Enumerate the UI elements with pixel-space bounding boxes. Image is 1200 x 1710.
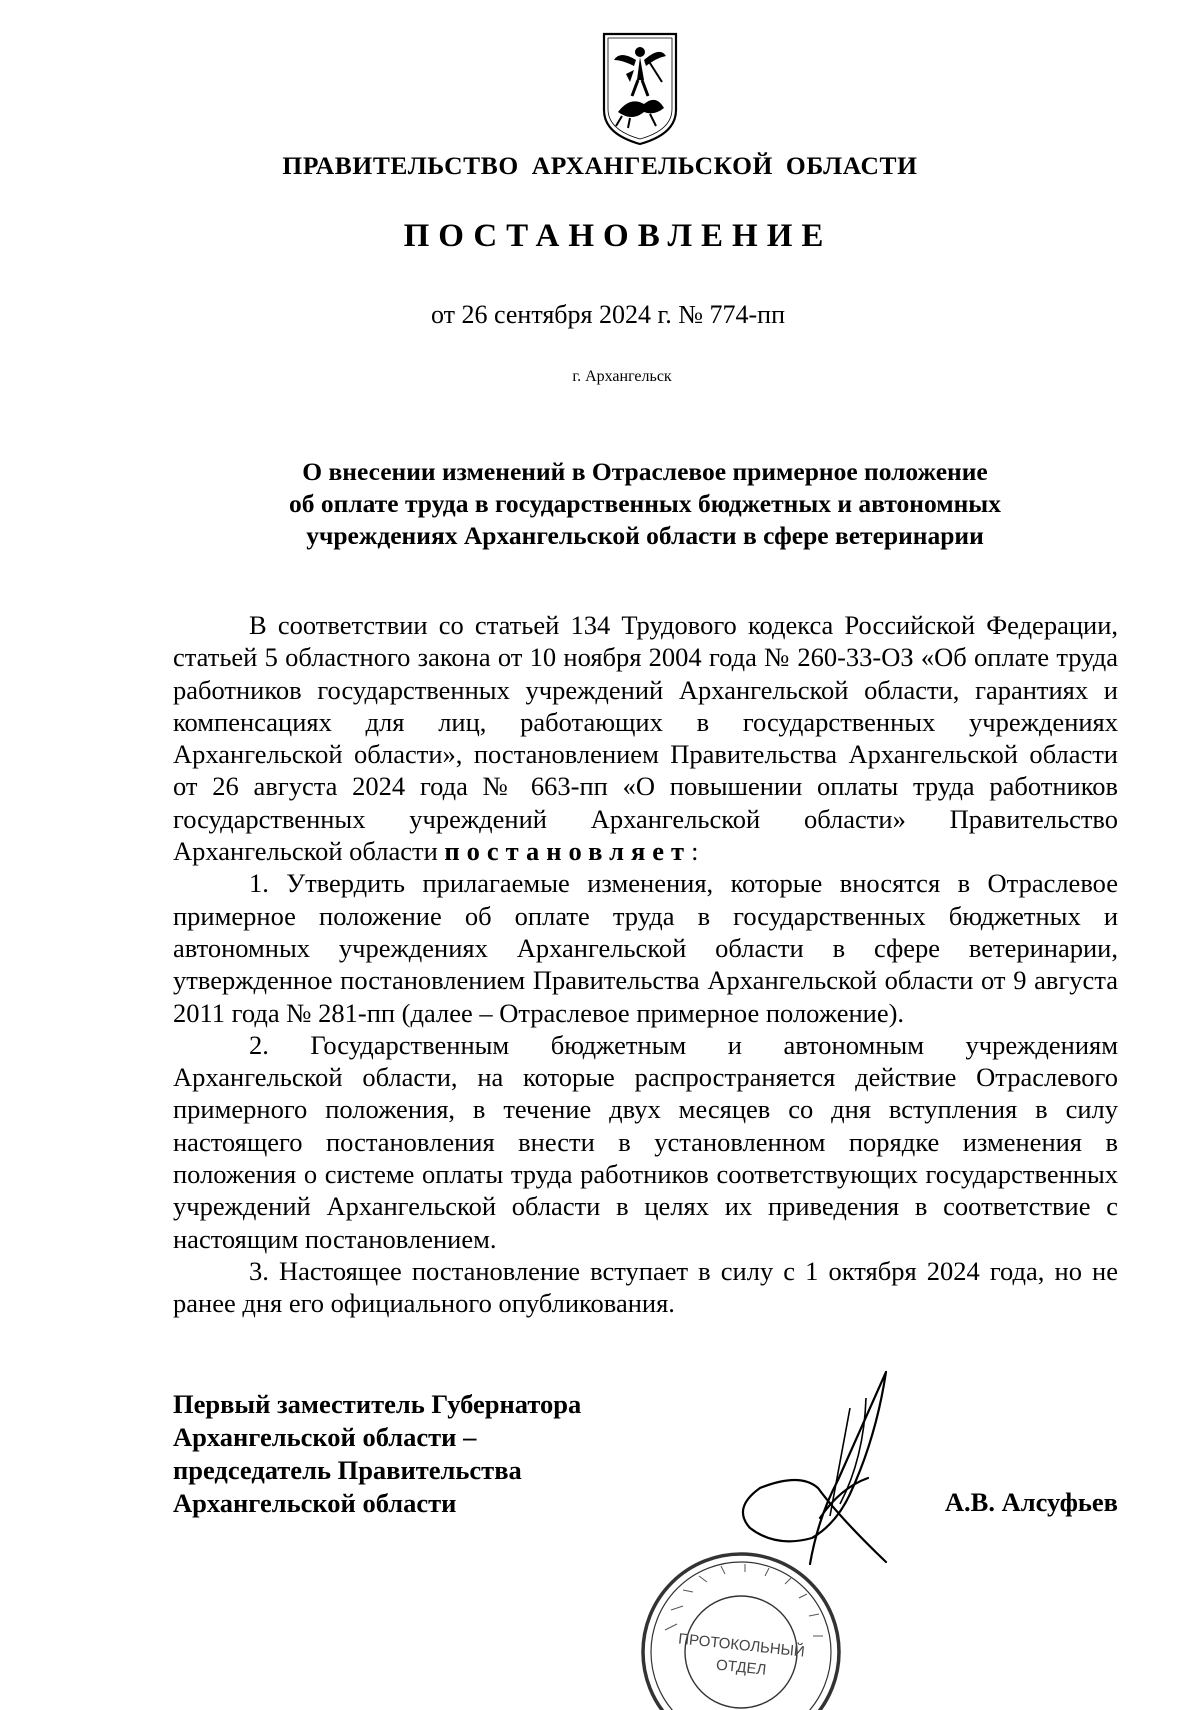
document-body [173,609,1118,1320]
document-title: О внесении изменений в Отраслевое примерное положение об оплате труда в государственных бюджетных и автономных учреждениях Архангельской области в сфере ветеринарии [289,457,1001,550]
signatory-position-line: Архангельской области – [173,1422,477,1452]
document-city: г. Архангельск [572,368,672,385]
decree-colon: : [691,836,699,867]
coat-of-arms-emblem [600,30,680,148]
preamble-text: В соответствии со статьей 134 Трудового кодекса Российской Федерации, статьей 5 областного закона от 10 ноября 2004 года № 260-33-ОЗ «Об оплате труда работников государственных учреждений Архангельской области, гарантиях и компенсациях для лиц, работающих в государственных учреждениях Архангельской области», постановлением Правительства Архангельской области от 26 августа 2024 года № 663-пп «О повышении оплаты труда работников государственных учреждений Архангельской области» Правительство Архангельской области [173,610,1118,867]
signatory-name: А.В. Алсуфьев [944,1487,1118,1517]
item-paragraph-2: 2. Государственным бюджетным и автономным учреждениям Архангельской области, на которые распространяется действие Отраслевого примерного положения, в течение двух месяцев со дня вступления в силу настоящего постановления внести в установленном порядке изменения в положения о системе оплаты труда работников соответствующих государственных учреждений Архангельской области в целях их приведения в соответствие с настоящим постановлением. [173,1029,1118,1254]
signatory-position-line: Архангельской области [173,1488,457,1518]
svg-text:ПРОТОКОЛЬНЫЙ: ПРОТОКОЛЬНЫЙ [677,1630,806,1661]
document-date-number: от 26 сентября 2024 г. № 774-пп [430,300,786,329]
official-stamp [625,1520,850,1710]
item-paragraph-3: 3. Настоящее постановление вступает в силу с 1 октября 2024 года, но не ранее дня его официального опубликования. [173,1255,1118,1319]
document-type: ПОСТАНОВЛЕНИЕ [403,218,833,254]
item-paragraph-1: 1. Утвердить прилагаемые изменения, которые вносятся в Отраслевое примерное положение об оплате труда в государственных бюджетных и автономных учреждениях Архангельской области в сфере ветеринарии, утвержденное постановлением Правительства Архангельской области от 9 августа 2011 года № 281-пп (далее – Отраслевое примерное положение). [173,868,1118,1028]
svg-text:ОТДЕЛ: ОТДЕЛ [715,1656,768,1679]
signatory-position-line: Первый заместитель Губернатора [173,1389,582,1419]
organization-name: ПРАВИТЕЛЬСТВО АРХАНГЕЛЬСКОЙ ОБЛАСТИ [282,151,918,180]
signatory-position [173,1388,581,1520]
preamble-paragraph [173,609,1118,867]
decree-word: постановляет [444,836,692,867]
signatory-position-line: председатель Правительства [173,1455,522,1485]
